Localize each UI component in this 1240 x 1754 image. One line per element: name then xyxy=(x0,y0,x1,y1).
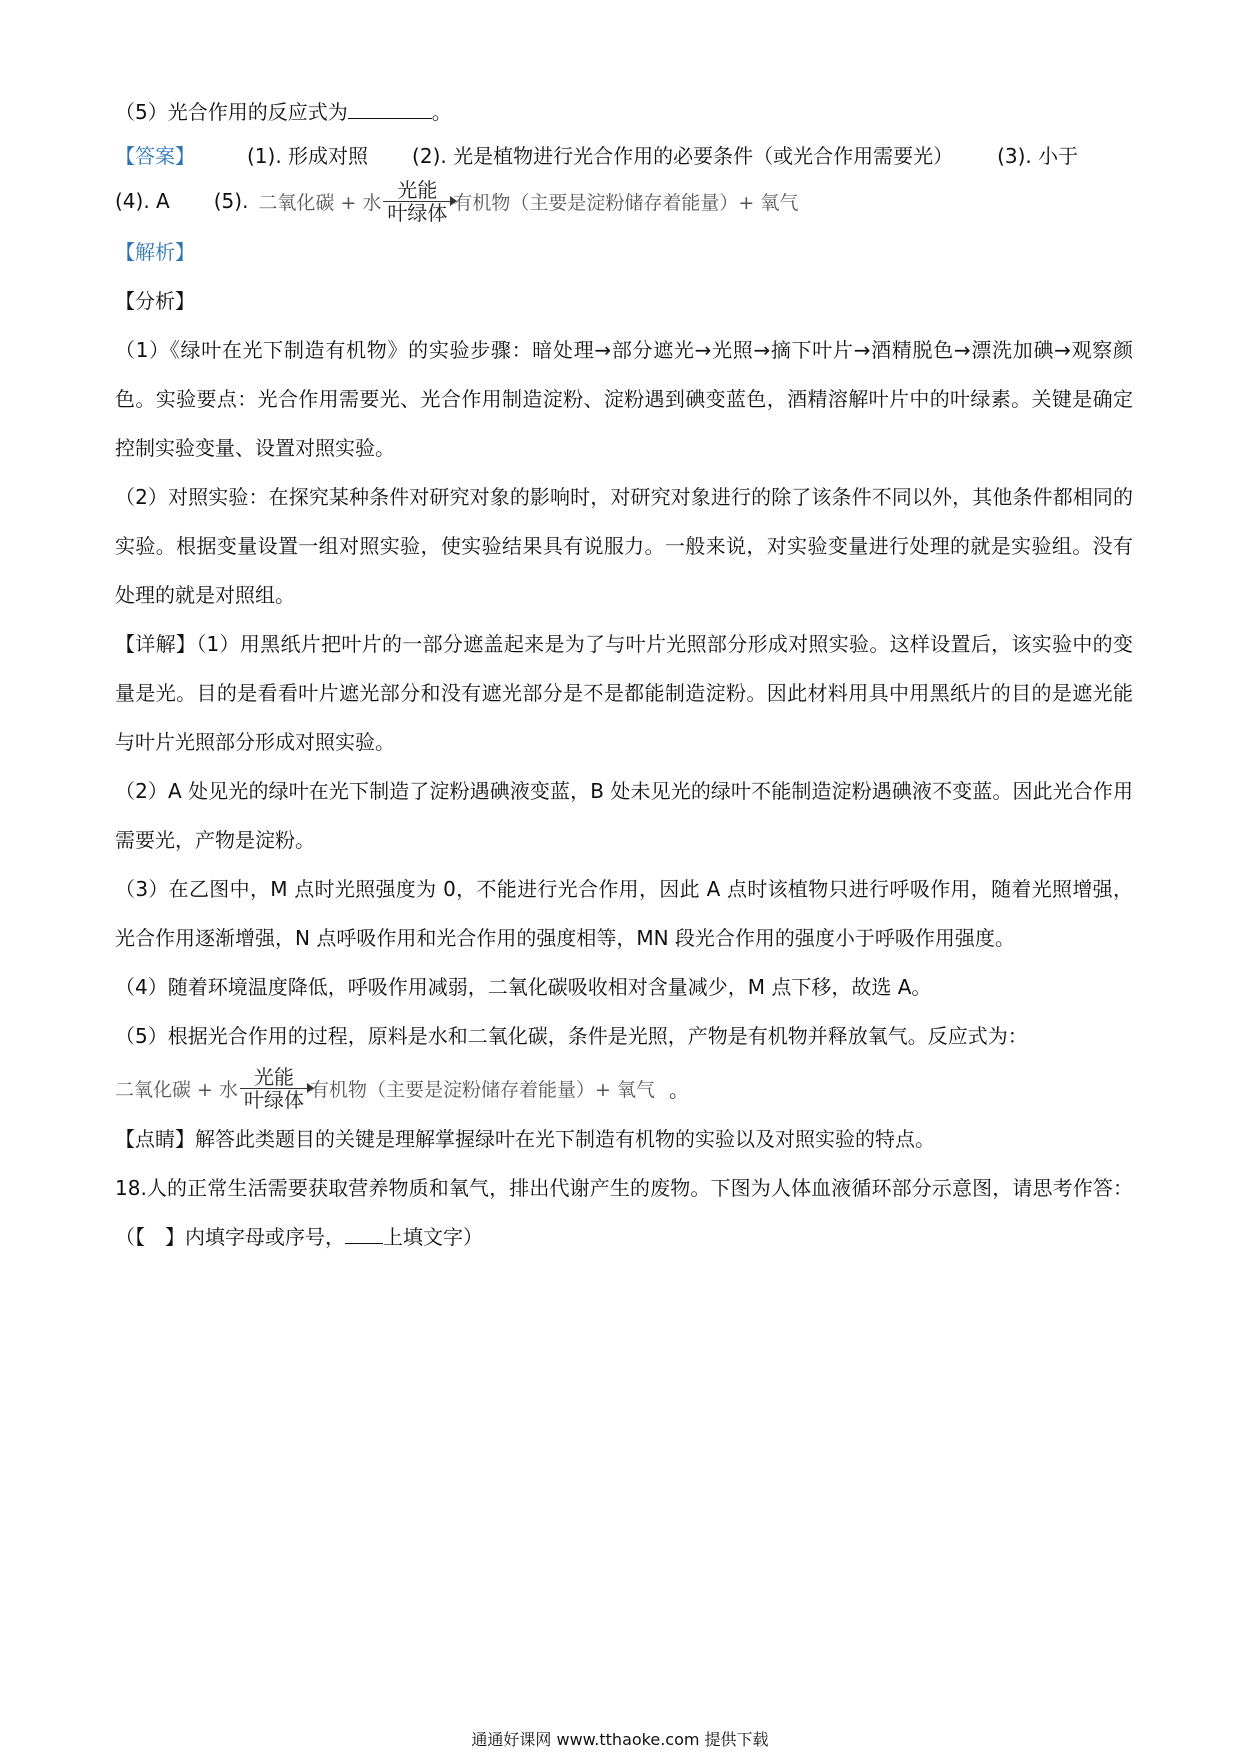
answer-line-2 xyxy=(115,176,1133,226)
formula-line-2: 二氧化碳 + 水 $\frac{\text{光能}}{\text{叶绿体}}$ 有机物（主要是淀粉储存着能量）+ 氧气 。 xyxy=(115,1064,689,1112)
paragraph-4: （2）A 处见光的绿叶在光下制造了淀粉遇碘液变蓝，B 处未见光的绿叶不能制造淀粉遇碘液不变蓝。因此光合作用需要光，产物是淀粉。 xyxy=(115,779,1133,852)
answer-2: (2). 光是植物进行光合作用的必要条件（或光合作用需要光） xyxy=(412,144,954,168)
answer-line xyxy=(115,144,1133,168)
answer-tag: 【答案】 xyxy=(115,144,195,168)
paragraph-3: 【详解】（1）用黑纸片把叶片的一部分遮盖起来是为了与叶片光照部分形成对照实验。这样设置后，该实验中的变量是光。目的是看看叶片遮光部分和没有遮光部分是不是都能制造淀粉。因此材料用具中用黑纸片的目的是遮光能与叶片光照部分形成对照实验。 xyxy=(115,632,1133,754)
reaction-arrow-2 xyxy=(240,1088,308,1089)
paragraph-2: （2）对照实验：在探究某种条件对研究对象的影响时，对研究对象进行的除了该条件不同以外，其他条件都相同的实验。根据变量设置一组对照实验，使实验结果具有说服力。一般来说，对实验变量进行处理的就是实验组。没有处理的就是对照组。 xyxy=(115,485,1133,607)
fenxi-tag: 【分析】 xyxy=(115,289,195,313)
answer-3: (3). 小于 xyxy=(997,144,1079,168)
question-5-prompt: （5）光合作用的反应式为 。 xyxy=(115,100,452,124)
reaction-condition: $\frac{\text{光能}}{\text{叶绿体}}$ xyxy=(383,179,451,224)
footer-watermark: 通通好课网 www.tthaoke.com 提供下载 xyxy=(471,1730,769,1749)
paragraph-8: 【点睛】解答此类题目的关键是理解掌握绿叶在光下制造有机物的实验以及对照实验的特点。 xyxy=(115,1127,935,1151)
content xyxy=(115,100,1133,1262)
answer-blank-2 xyxy=(345,1225,383,1244)
reaction-arrow xyxy=(383,201,451,202)
reaction-condition-2: $\frac{\text{光能}}{\text{叶绿体}}$ xyxy=(240,1066,308,1111)
analysis-tag: 【解析】 xyxy=(115,240,195,264)
answer-blank xyxy=(348,100,432,119)
photosynthesis-formula-2: 二氧化碳 + 水 $\frac{\text{光能}}{\text{叶绿体}}$ 有机物（主要是淀粉储存着能量）+ 氧气 xyxy=(115,1064,655,1112)
answer-4: (4). A xyxy=(115,189,170,213)
answer-5-label: (5). xyxy=(213,189,249,213)
paragraph-7: （5）根据光合作用的过程，原料是水和二氧化碳，条件是光照，产物是有机物并释放氧气。反应式为： xyxy=(115,1024,1028,1048)
photosynthesis-formula: 二氧化碳 + 水 $\frac{\text{光能}}{\text{叶绿体}}$ 有机物（主要是淀粉储存着能量）+ 氧气 xyxy=(258,177,799,225)
paragraph-1: （1）《绿叶在光下制造有机物》的实验步骤：暗处理→部分遮光→光照→摘下叶片→酒精脱色→漂洗加碘→观察颜色。实验要点：光合作用需要光、光合作用制造淀粉、淀粉遇到碘变蓝色，酒精溶解叶片中的叶绿素。关键是确定控制实验变量、设置对照实验。 xyxy=(115,338,1133,460)
paragraph-5: （3）在乙图中，M 点时光照强度为 0，不能进行光合作用，因此 A 点时该植物只进行呼吸作用，随着光照增强，光合作用逐渐增强，N 点呼吸作用和光合作用的强度相等，MN 段光合作用的强度小于呼吸作用强度。 xyxy=(115,877,1133,950)
answer-1: (1). 形成对照 xyxy=(247,144,369,168)
paragraph-6: （4）随着环境温度降低，呼吸作用减弱，二氧化碳吸收相对含量减少，M 点下移，故选 A。 xyxy=(115,975,932,999)
question-18: 18.人的正常生活需要获取营养物质和氧气，排出代谢产生的废物。下图为人体血液循环部分示意图，请思考作答：（【 】内填字母或序号， 上填文字） xyxy=(115,1176,1133,1249)
